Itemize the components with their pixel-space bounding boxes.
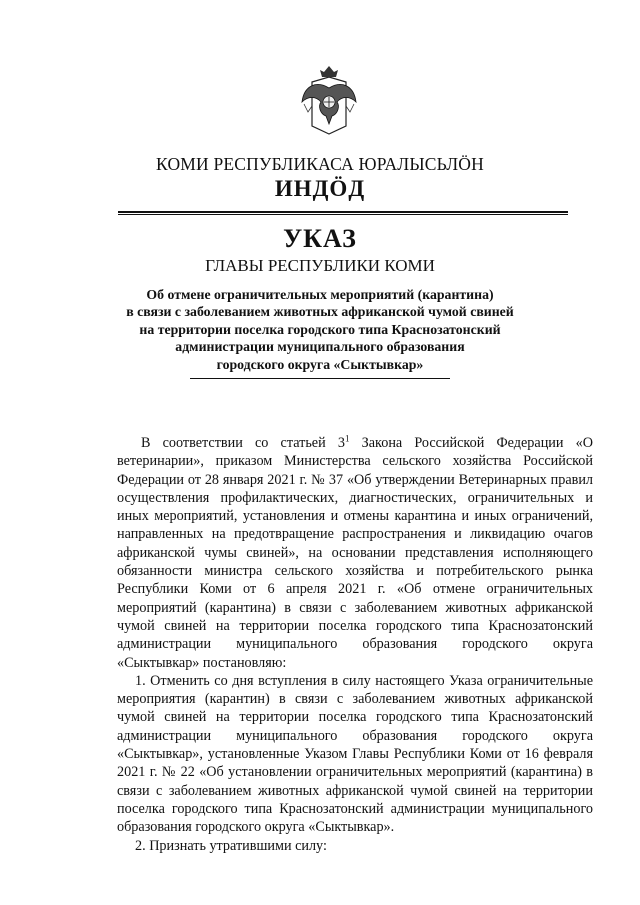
clause-2-paragraph: 2. Признать утратившими силу: [135, 837, 327, 854]
subject-line: Об отмене ограничительных мероприятий (карантина) [146, 287, 494, 302]
issuer-komi-language: КОМИ РЕСПУБЛИКАСА ЮРАЛЫСЬЛÖН [156, 154, 484, 174]
document-type-title: УКАЗ [283, 224, 357, 253]
subject-line: администрации муниципального образования [175, 339, 465, 355]
clause-1-paragraph: 1. Отменить со дня вступления в силу настоящего Указа ограничительные мероприятия (карантин) в связи с заболеванием животных африканской чумой свиней на территории поселка городского типа Краснозатонский администрации муниципального образования городского округа «Сыктывкар», установленные Указом Главы Республики Коми от 16 февраля 2021 г. № 22 «Об установлении ограничительных мероприятий (карантина) в связи с заболеванием животных африканской чумой свиней на территории поселка городского типа Краснозатонский администрации муниципального образования городского округа «Сыктывкар». [117, 672, 593, 836]
preamble-paragraph: В соответствии со статьей $3^1$ Закона Российской Федерации «О ветеринарии», приказом Министерства сельского хозяйства Российской Федерации от 28 января 2021 г. № 37 «Об утверждении Ветеринарных правил осуществления профилактических, диагностических, ограничительных и иных мероприятий, установления и отмены карантина и иных ограничений, направленных на предотвращение распространения и ликвидацию очагов африканской чумы свиней», на основании представления исполняющего обязанности министра сельского хозяйства и потребительского рынка Республики Коми от 6 апреля 2021 г. «Об отмене ограничительных мероприятий (карантина) в связи с заболеванием животных африканской чумой свиней на территории поселка городского типа Краснозатонский администрации муниципального образования городского округа «Сыктывкар» постановляю: [117, 433, 593, 671]
document-type-komi: ИНДÖД [274, 176, 366, 201]
header-divider [118, 211, 568, 215]
subject-line: в связи с заболеванием животных африканской чумой свиней [126, 304, 514, 320]
issuer-title: ГЛАВЫ РЕСПУБЛИКИ КОМИ [205, 256, 435, 275]
komi-coat-of-arms-icon [298, 64, 360, 136]
subject-line: городского округа «Сыктывкар» [216, 356, 424, 372]
document-body [117, 434, 593, 855]
document-subject [60, 286, 580, 373]
subject-line: на территории поселка городского типа Краснозатонский [139, 321, 501, 337]
subject-divider [190, 378, 450, 379]
